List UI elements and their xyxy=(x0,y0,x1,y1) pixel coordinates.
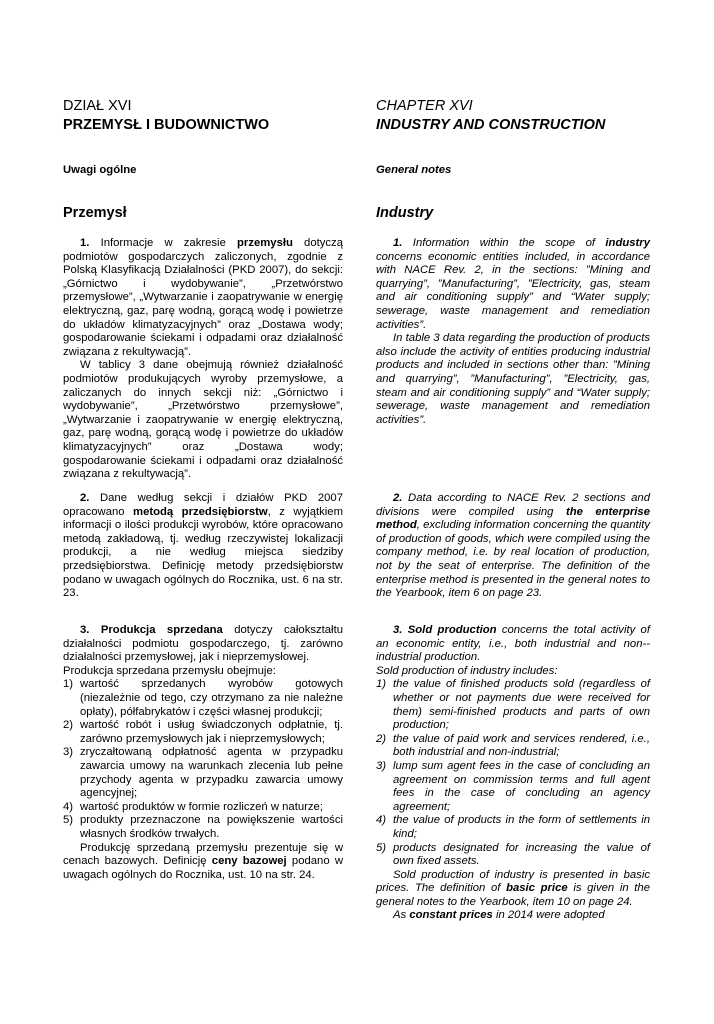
section-heading-en: Industry xyxy=(376,205,434,221)
list-intro-pl: Produkcja sprzedana przemysłu obejmuje: xyxy=(63,664,276,677)
sold-production-list-pl xyxy=(63,678,343,841)
list-item: 3) lump sum agent fees in the case of concluding an agreement on commission terms and full agent fees in the case of concluding an agency agreement; xyxy=(376,759,650,813)
term-enterprise-method-en: the enterprise method xyxy=(376,505,650,532)
term-basic-price-en: basic price xyxy=(506,882,568,895)
list-item: 1) wartość sprzedanych wyrobów gotowych (niezależnie od tego, czy otrzymano za nie należne opłaty), półfabrykatów i części własnej produkcji; xyxy=(63,678,343,718)
list-intro-en: Sold production of industry includes: xyxy=(376,664,558,677)
section-heading-pl: Przemysł xyxy=(63,205,127,221)
chapter-heading-pl: DZIAŁ XVI xyxy=(63,98,132,114)
paragraph-number: 3. xyxy=(80,624,90,636)
term-sold-production-en: Sold production xyxy=(402,624,497,636)
paragraph-number: 2. xyxy=(80,492,90,504)
list-item: 2) wartość robót i usług świadczonych odpłatnie, tj. zarówno przemysłowych jak i nieprzemysłowych; xyxy=(63,719,343,745)
paragraph-1b-pl: W tablicy 3 dane obejmują również działalność podmiotów produkujących wyroby przemysłowe, a zaliczanych do innych sekcji niż: „Górnictwo i wydobywanie”, „Przetwórstwo przemysłowe”, „Wytwarzanie i zaopatrywanie w energię elektryczną, gaz, parę wodną, gorącą wodę i powietrze do układów klimatyzacyjnych” oraz „Dostawa wody; gospodarowanie ściekami i odpadami oraz działalność związana z rekultywacją”. xyxy=(63,359,343,481)
paragraph-number: 3. xyxy=(393,624,403,636)
list-item: 5) products designated for increasing the value of own fixed assets. xyxy=(376,841,650,868)
paragraph-1-en: 1. Information within the scope of industry concerns economic entities included, in accordance with NACE Rev. 2, in the sections: ”Mining and quarrying”, ”Manufacturing”, ”Electricity, gas, steam and air conditioning supply” and “Water supply; sewerage, waste management and remediation activities”. In table 3 data regarding the production of products also include the activity of entities producing industrial products and included in sections other than: ”Mining and quarrying”, ”Manufacturing”, ”Electricity, gas, steam and air conditioning supply” and “Water supply; sewerage, waste management and remediation activities”. xyxy=(376,237,650,426)
list-item: 4) the value of products in the form of settlements in kind; xyxy=(376,814,650,840)
list-item: 2) the value of paid work and services rendered, i.e., both industrial and non-industrial; xyxy=(376,732,650,759)
term-sold-production-pl: Produkcja sprzedana xyxy=(89,624,223,636)
paragraph-2-en: 2. Data according to NACE Rev. 2 sections and divisions were compiled using the enterprise method, excluding information concerning the quantity of production of goods, which were compiled using the company method, i.e. by real location of production, not by the seat of enterprise. The definition of the enterprise method is presented in the general notes to the Yearbook, item 6 on page 23. xyxy=(376,492,650,600)
paragraph-number: 1. xyxy=(80,237,90,249)
paragraph-3-pl: 3. Produkcja sprzedana dotyczy całokształtu działalności podmiotu gospodarczego, tj. zarówno działalności przemysłowej, jak i nieprzemysłowej. Produkcja sprzedana przemysłu obejmuje: 1) wartość sprzedanych wyrobów gotowych (niezależnie od tego, czy otrzymano za nie należne opłaty), półfabrykatów i części własnej produkcji; 2) wartość robót i usług świadczonych odpłatnie, tj. zarówno przemysłowych jak i nieprzemysłowych; 3) zryczałtowaną odpłatność agenta w przypadku zawarcia umowy na warunkach zlecenia lub pełne przychody agenta w przypadku zawarcia umowy agencyjnej; 4) wartość produktów w formie rozliczeń w naturze; 5) produkty przeznaczone na powiększenie wartości własnych środków trwałych. Produkcję sprzedaną przemysłu prezentuje się w cenach bazowych. Definicję ceny bazowej podano w uwagach ogólnych do Rocznika, ust. 10 na str. 24. xyxy=(63,624,343,881)
chapter-title-pl: PRZEMYSŁ I BUDOWNICTWO xyxy=(63,117,270,133)
paragraph-number: 2. xyxy=(393,492,403,504)
paragraph-number: 1. xyxy=(393,237,403,249)
chapter-title-en: INDUSTRY AND CONSTRUCTION xyxy=(376,117,606,133)
sold-production-list-en xyxy=(376,678,650,868)
general-notes-heading-en: General notes xyxy=(376,164,452,176)
term-constant-prices-en: constant prices xyxy=(409,909,493,922)
chapter-heading-en: CHAPTER XVI xyxy=(376,98,473,114)
paragraph-2-pl: 2. Dane według sekcji i działów PKD 2007 opracowano metodą przedsiębiorstw, z wyjątkiem informacji o ilości produkcji wyrobów, które opracowano metodą zakładową, tj. według rzeczywistej lokalizacji produkcji, a nie według miejsca siedziby przedsiębiorstwa. Definicję metody przedsiębiorstw podano w uwagach ogólnych do Rocznika, ust. 6 na str. 23. xyxy=(63,492,344,600)
term-industry-en: industry xyxy=(605,237,650,249)
paragraph-3-en: 3. Sold production concerns the total activity of an economic entity, i.e., both industrial and non--industrial production. Sold production of industry includes: 1) the value of finished products sold (regardless of whether or not payments due were received for them) semi-finished products and parts of own production; 2) the value of paid work and services rendered, i.e., both industrial and non-industrial; 3) lump sum agent fees in the case of concluding an agreement on commission terms and full agent fees in the case of concluding an agency agreement; 4) the value of products in the form of settlements in kind; 5) products designated for increasing the value of own fixed assets. Sold production of industry is presented in basic prices. The definition of basic price is given in the general notes to the Yearbook, item 10 on page 24. As constant prices in 2014 were adopted xyxy=(376,624,650,922)
paragraph-1-pl: 1. Informacje w zakresie przemysłu dotyczą podmiotów gospodarczych zaliczonych, zgodnie z Polską Klasyfikacją Działalności (PKD 2007), do sekcji: „Górnictwo i wydobywanie”, „Przetwórstwo przemysłowe”, „Wytwarzanie i zaopatrywanie w energię elektryczną, gaz, parę wodną, gorącą wodę i powietrze do układów klimatyzacyjnych” oraz „Dostawa wody; gospodarowanie ściekami i odpadami oraz działalność związana z rekultywacją”. W tablicy 3 dane obejmują również działalność podmiotów produkujących wyroby przemysłowe, a zaliczanych do innych sekcji niż: „Górnictwo i wydobywanie”, „Przetwórstwo przemysłowe”, „Wytwarzanie i zaopatrywanie w energię elektryczną, gaz, parę wodną, gorącą wodę i powietrze do układów klimatyzacyjnych” oraz „Dostawa wody; gospodarowanie ściekami i odpadami oraz działalność związana z rekultywacją”. xyxy=(63,237,343,481)
paragraph-1b-en: In table 3 data regarding the production of products also include the activity of entities producing industrial products and included in sections other than: ”Mining and quarrying”, ”Manufacturing”, ”Electricity, gas, steam and air conditioning supply” and “Water supply; sewerage, waste management and remediation activities”. xyxy=(376,332,650,426)
term-basic-price-pl: ceny bazowej xyxy=(211,855,287,868)
list-item: 4) wartość produktów w formie rozliczeń w naturze; xyxy=(63,800,323,813)
term-industry-pl: przemysłu xyxy=(237,237,293,249)
list-item: 3) zryczałtowaną odpłatność agenta w przypadku zawarcia umowy na warunkach zlecenia lub pełne przychody agenta w przypadku zawarcia umowy agencyjnej; xyxy=(63,746,343,800)
list-item: 5) produkty przeznaczone na powiększenie wartości własnych środków trwałych. xyxy=(63,814,343,840)
term-enterprise-method-pl: metodą przedsiębiorstw xyxy=(133,505,268,518)
list-item: 1) the value of finished products sold (regardless of whether or not payments due were received for them) semi-finished products and parts of own production; xyxy=(376,678,650,732)
general-notes-heading-pl: Uwagi ogólne xyxy=(63,164,137,176)
